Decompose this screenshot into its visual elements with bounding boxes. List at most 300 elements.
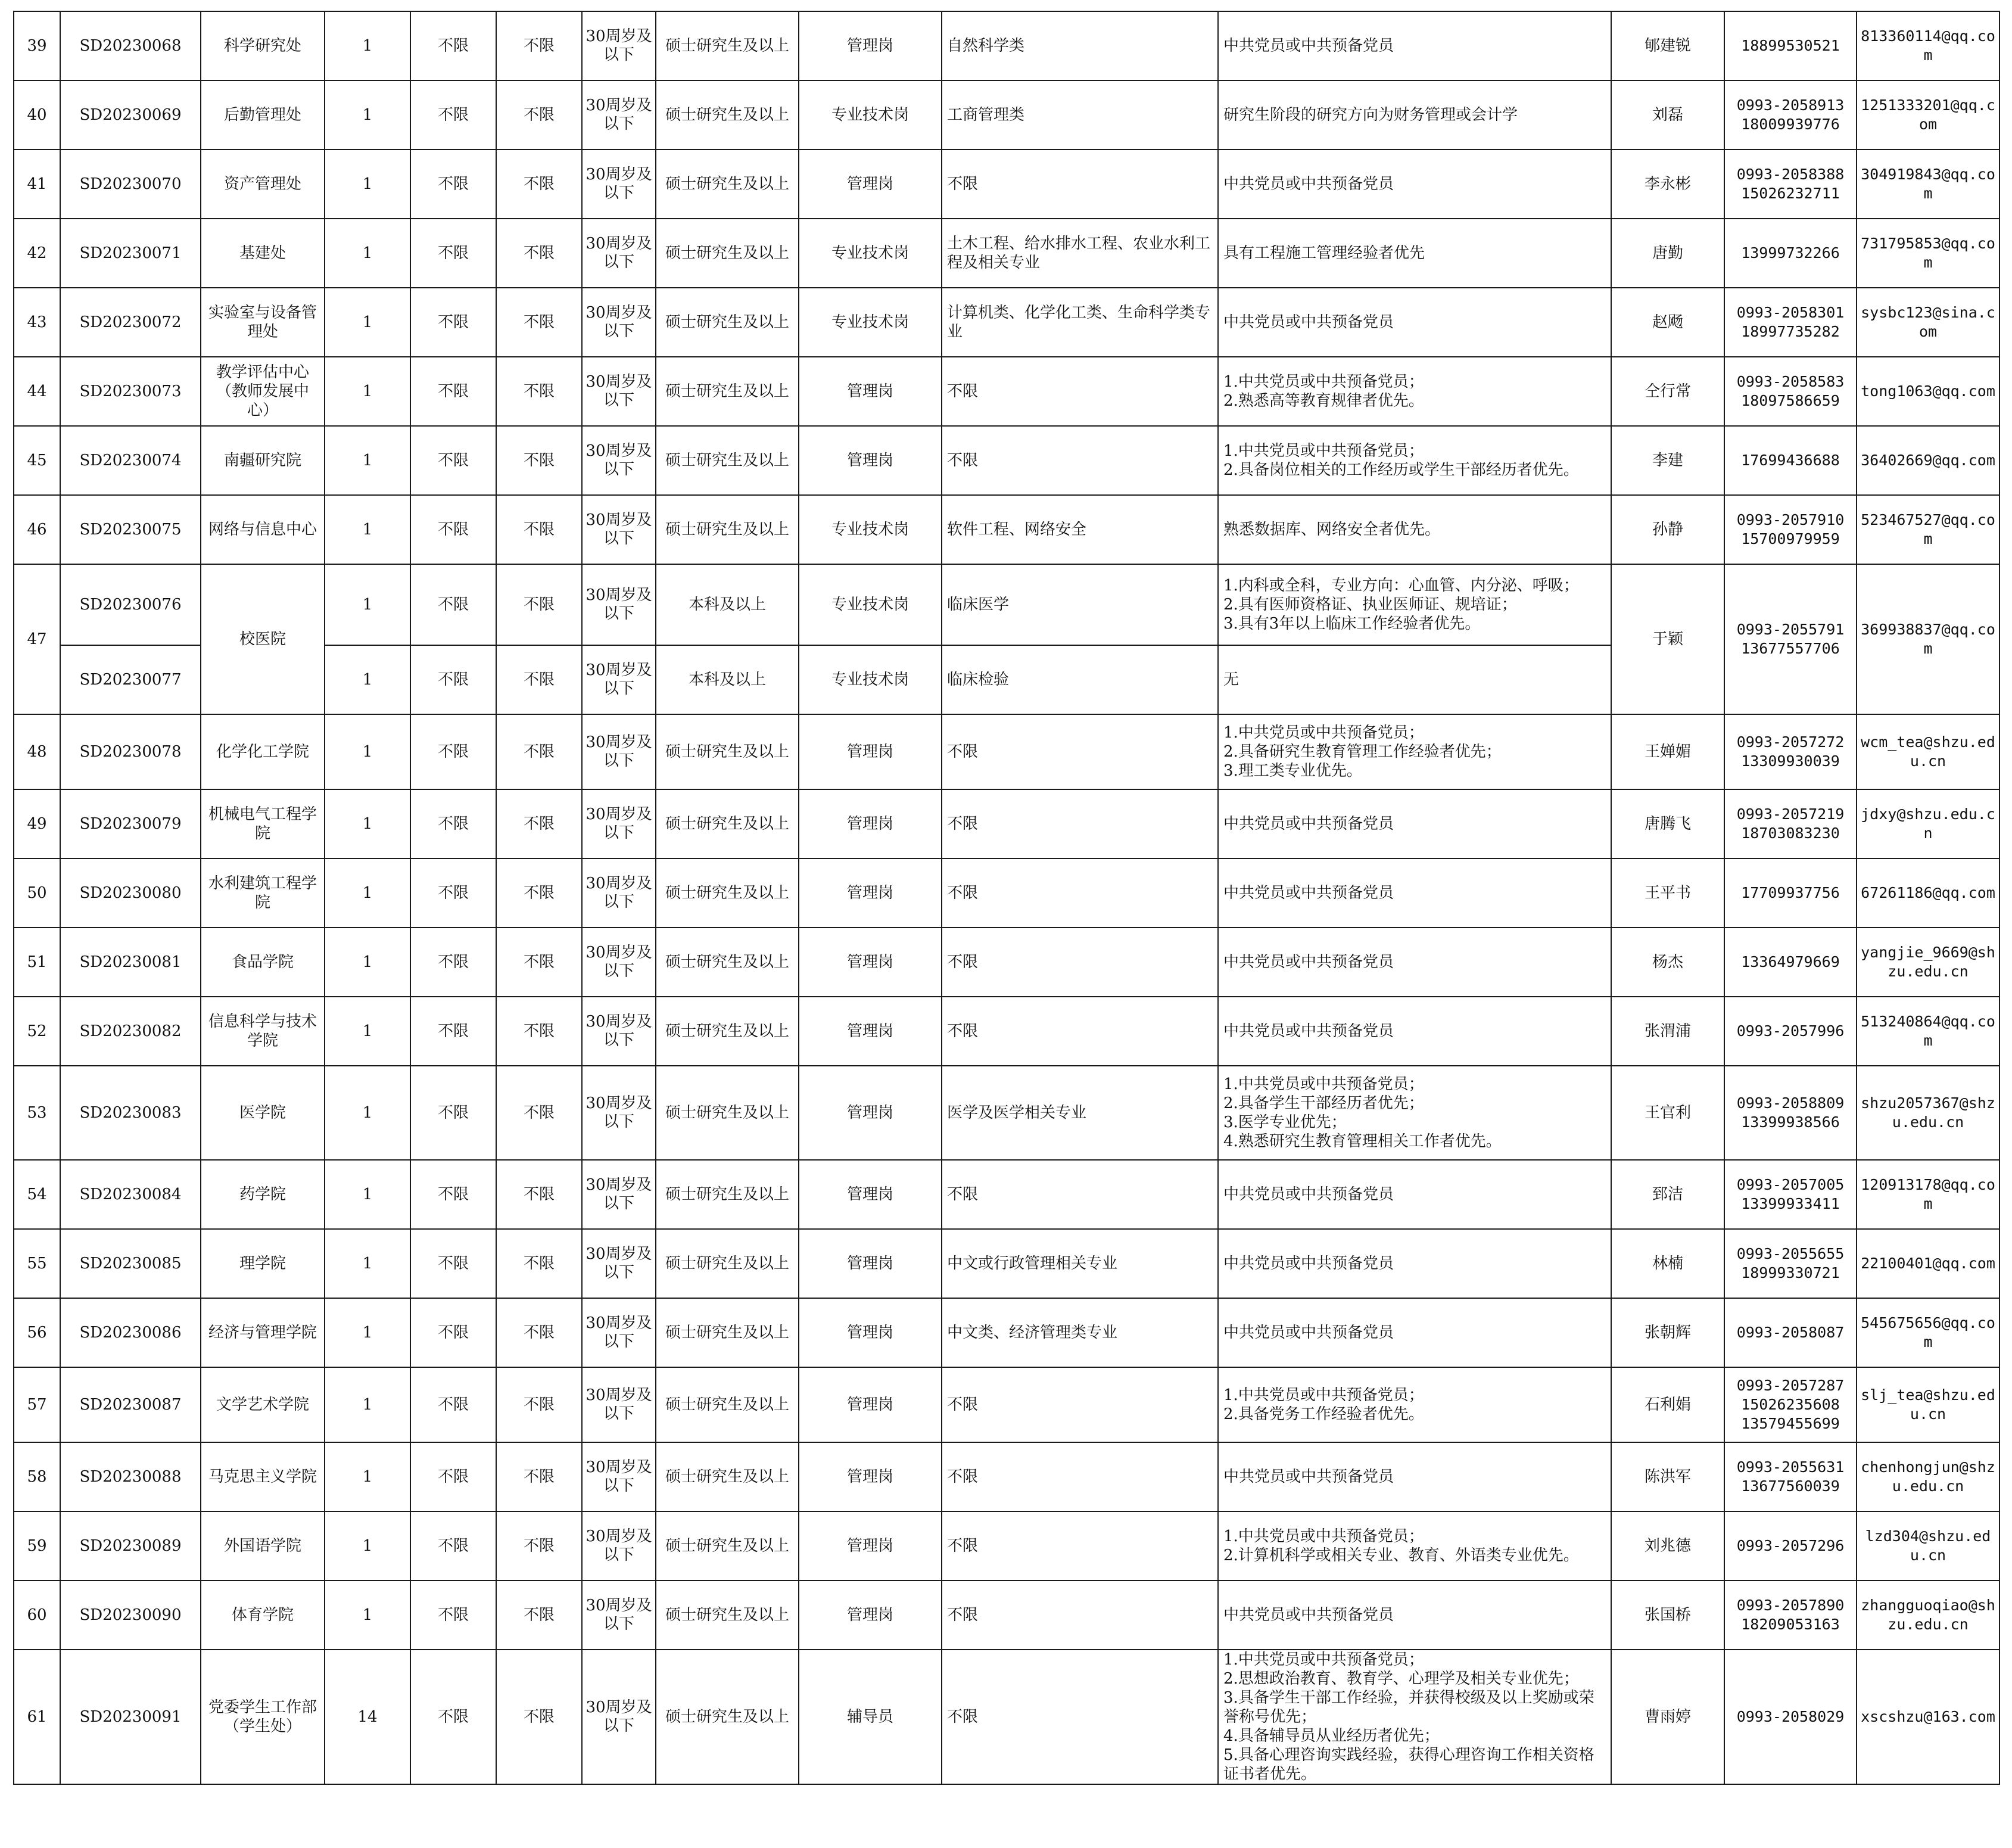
phone: 13999732266	[1724, 219, 1857, 288]
requirements: 中共党员或中共预备党员	[1218, 1581, 1611, 1650]
contact-person: 唐腾飞	[1611, 789, 1724, 858]
row-number: 39	[14, 11, 60, 80]
email: wcm_tea@shzu.edu.cn	[1857, 714, 1999, 789]
position-type: 专业技术岗	[799, 219, 942, 288]
email: 545675656@qq.com	[1857, 1298, 1999, 1367]
row-number: 49	[14, 789, 60, 858]
position-type: 管理岗	[799, 150, 942, 219]
major: 不限	[942, 357, 1218, 426]
requirement-unlimited: 不限	[496, 426, 582, 495]
requirement-unlimited: 不限	[496, 11, 582, 80]
department: 经济与管理学院	[201, 1298, 325, 1367]
headcount: 1	[325, 1160, 410, 1229]
requirement-unlimited: 不限	[496, 1650, 582, 1784]
department: 食品学院	[201, 928, 325, 997]
table-row	[14, 858, 1999, 928]
requirement-unlimited: 不限	[410, 645, 496, 714]
department: 药学院	[201, 1160, 325, 1229]
position-code: SD20230070	[60, 150, 201, 219]
requirements: 1.中共党员或中共预备党员； 2.思想政治教育、教育学、心理学及相关专业优先； 3.具备学生干部工作经验，并获得校级及以上奖励或荣誉称号优先； 4.具备辅导员从业经历者优先； 5.具备心理咨询实践经验，获得心理咨询工作相关资格证书者优先。	[1218, 1650, 1611, 1784]
requirement-unlimited: 不限	[496, 1581, 582, 1650]
contact-person: 孙静	[1611, 495, 1724, 564]
phone: 0993-2057005 13399933411	[1724, 1160, 1857, 1229]
requirement-unlimited: 不限	[496, 288, 582, 357]
row-number: 45	[14, 426, 60, 495]
education: 硕士研究生及以上	[656, 1367, 799, 1442]
requirements: 1.中共党员或中共预备党员； 2.具备学生干部经历者优先； 3.医学专业优先； 4.熟悉研究生教育管理相关工作者优先。	[1218, 1066, 1611, 1160]
email: 1251333201@qq.com	[1857, 80, 1999, 150]
requirements: 中共党员或中共预备党员	[1218, 858, 1611, 928]
age-limit: 30周岁及以下	[582, 1581, 656, 1650]
contact-person: 石利娟	[1611, 1367, 1724, 1442]
row-number: 57	[14, 1367, 60, 1442]
major: 临床医学	[942, 564, 1218, 645]
requirements: 中共党员或中共预备党员	[1218, 150, 1611, 219]
education: 硕士研究生及以上	[656, 80, 799, 150]
department: 党委学生工作部（学生处）	[201, 1650, 325, 1784]
row-number: 43	[14, 288, 60, 357]
requirements: 1.中共党员或中共预备党员； 2.具备党务工作经验者优先。	[1218, 1367, 1611, 1442]
position-type: 管理岗	[799, 1229, 942, 1298]
position-type: 专业技术岗	[799, 80, 942, 150]
department: 信息科学与技术学院	[201, 997, 325, 1066]
contact-person: 王婵媚	[1611, 714, 1724, 789]
contact-person: 唐勤	[1611, 219, 1724, 288]
requirements: 中共党员或中共预备党员	[1218, 11, 1611, 80]
email: yangjie_9669@shzu.edu.cn	[1857, 928, 1999, 997]
age-limit: 30周岁及以下	[582, 426, 656, 495]
department: 基建处	[201, 219, 325, 288]
email: chenhongjun@shzu.edu.cn	[1857, 1442, 1999, 1511]
position-type: 管理岗	[799, 1066, 942, 1160]
headcount: 1	[325, 1511, 410, 1581]
table-row	[14, 288, 1999, 357]
contact-person: 杨杰	[1611, 928, 1724, 997]
headcount: 1	[325, 1229, 410, 1298]
major: 不限	[942, 714, 1218, 789]
position-type: 管理岗	[799, 426, 942, 495]
requirement-unlimited: 不限	[410, 1581, 496, 1650]
education: 硕士研究生及以上	[656, 11, 799, 80]
age-limit: 30周岁及以下	[582, 1160, 656, 1229]
requirements: 中共党员或中共预备党员	[1218, 288, 1611, 357]
table-row	[14, 80, 1999, 150]
position-type: 辅导员	[799, 1650, 942, 1784]
contact-person: 曹雨婷	[1611, 1650, 1724, 1784]
education: 硕士研究生及以上	[656, 1298, 799, 1367]
email: 731795853@qq.com	[1857, 219, 1999, 288]
headcount: 1	[325, 789, 410, 858]
phone: 17699436688	[1724, 426, 1857, 495]
position-code: SD20230071	[60, 219, 201, 288]
email: shzu2057367@shzu.edu.cn	[1857, 1066, 1999, 1160]
position-code: SD20230077	[60, 645, 201, 714]
phone: 0993-2055631 13677560039	[1724, 1442, 1857, 1511]
major: 中文或行政管理相关专业	[942, 1229, 1218, 1298]
education: 硕士研究生及以上	[656, 288, 799, 357]
contact-person: 刘磊	[1611, 80, 1724, 150]
table-row	[14, 789, 1999, 858]
row-number: 40	[14, 80, 60, 150]
phone: 0993-2057272 13309930039	[1724, 714, 1857, 789]
row-number: 60	[14, 1581, 60, 1650]
age-limit: 30周岁及以下	[582, 1229, 656, 1298]
requirements: 中共党员或中共预备党员	[1218, 1160, 1611, 1229]
department: 科学研究处	[201, 11, 325, 80]
contact-person: 张国桥	[1611, 1581, 1724, 1650]
major: 不限	[942, 1367, 1218, 1442]
position-type: 管理岗	[799, 1511, 942, 1581]
position-type: 管理岗	[799, 357, 942, 426]
position-type: 管理岗	[799, 789, 942, 858]
contact-person: 仝行常	[1611, 357, 1724, 426]
position-code: SD20230085	[60, 1229, 201, 1298]
requirement-unlimited: 不限	[496, 150, 582, 219]
row-number: 53	[14, 1066, 60, 1160]
department: 马克思主义学院	[201, 1442, 325, 1511]
age-limit: 30周岁及以下	[582, 858, 656, 928]
table-row	[14, 11, 1999, 80]
position-type: 管理岗	[799, 1367, 942, 1442]
requirements: 中共党员或中共预备党员	[1218, 997, 1611, 1066]
contact-person: 王平书	[1611, 858, 1724, 928]
requirement-unlimited: 不限	[496, 1229, 582, 1298]
age-limit: 30周岁及以下	[582, 80, 656, 150]
position-type: 管理岗	[799, 997, 942, 1066]
department: 后勤管理处	[201, 80, 325, 150]
headcount: 1	[325, 645, 410, 714]
requirement-unlimited: 不限	[410, 495, 496, 564]
email: 523467527@qq.com	[1857, 495, 1999, 564]
phone: 0993-2055791 13677557706	[1724, 564, 1857, 714]
requirement-unlimited: 不限	[410, 80, 496, 150]
requirements: 具有工程施工管理经验者优先	[1218, 219, 1611, 288]
phone: 0993-2058913 18009939776	[1724, 80, 1857, 150]
headcount: 1	[325, 495, 410, 564]
requirement-unlimited: 不限	[410, 357, 496, 426]
major: 不限	[942, 1442, 1218, 1511]
table-row	[14, 564, 1999, 645]
requirement-unlimited: 不限	[410, 1511, 496, 1581]
headcount: 14	[325, 1650, 410, 1784]
headcount: 1	[325, 858, 410, 928]
major: 不限	[942, 426, 1218, 495]
row-number: 56	[14, 1298, 60, 1367]
requirement-unlimited: 不限	[410, 288, 496, 357]
requirement-unlimited: 不限	[496, 495, 582, 564]
row-number: 46	[14, 495, 60, 564]
headcount: 1	[325, 1298, 410, 1367]
department: 化学化工学院	[201, 714, 325, 789]
contact-person: 张渭浦	[1611, 997, 1724, 1066]
position-code: SD20230083	[60, 1066, 201, 1160]
major: 计算机类、化学化工类、生命科学类专业	[942, 288, 1218, 357]
phone: 0993-2058301 18997735282	[1724, 288, 1857, 357]
headcount: 1	[325, 714, 410, 789]
education: 硕士研究生及以上	[656, 1650, 799, 1784]
row-number: 41	[14, 150, 60, 219]
requirement-unlimited: 不限	[410, 1160, 496, 1229]
contact-person: 郇建锐	[1611, 11, 1724, 80]
department: 理学院	[201, 1229, 325, 1298]
contact-person: 赵飏	[1611, 288, 1724, 357]
contact-person: 陈洪军	[1611, 1442, 1724, 1511]
position-type: 专业技术岗	[799, 564, 942, 645]
position-type: 管理岗	[799, 928, 942, 997]
education: 硕士研究生及以上	[656, 150, 799, 219]
headcount: 1	[325, 357, 410, 426]
phone: 17709937756	[1724, 858, 1857, 928]
education: 硕士研究生及以上	[656, 928, 799, 997]
age-limit: 30周岁及以下	[582, 1367, 656, 1442]
contact-person: 于颖	[1611, 564, 1724, 714]
table-row	[14, 1229, 1999, 1298]
major: 不限	[942, 997, 1218, 1066]
major: 自然科学类	[942, 11, 1218, 80]
requirements: 中共党员或中共预备党员	[1218, 1229, 1611, 1298]
position-code: SD20230090	[60, 1581, 201, 1650]
row-number: 54	[14, 1160, 60, 1229]
table-row	[14, 150, 1999, 219]
email: xscshzu@163.com	[1857, 1650, 1999, 1784]
age-limit: 30周岁及以下	[582, 1442, 656, 1511]
age-limit: 30周岁及以下	[582, 789, 656, 858]
requirements: 1.中共党员或中共预备党员； 2.熟悉高等教育规律者优先。	[1218, 357, 1611, 426]
contact-person: 林楠	[1611, 1229, 1724, 1298]
row-number: 44	[14, 357, 60, 426]
table-row	[14, 1442, 1999, 1511]
department: 文学艺术学院	[201, 1367, 325, 1442]
position-type: 管理岗	[799, 1442, 942, 1511]
position-code: SD20230081	[60, 928, 201, 997]
requirement-unlimited: 不限	[410, 1298, 496, 1367]
email: tong1063@qq.com	[1857, 357, 1999, 426]
headcount: 1	[325, 1581, 410, 1650]
requirements: 无	[1218, 645, 1611, 714]
email: jdxy@shzu.edu.cn	[1857, 789, 1999, 858]
age-limit: 30周岁及以下	[582, 11, 656, 80]
requirement-unlimited: 不限	[410, 928, 496, 997]
headcount: 1	[325, 11, 410, 80]
major: 医学及医学相关专业	[942, 1066, 1218, 1160]
requirement-unlimited: 不限	[410, 1066, 496, 1160]
position-code: SD20230088	[60, 1442, 201, 1511]
contact-person: 李建	[1611, 426, 1724, 495]
table-row	[14, 219, 1999, 288]
education: 硕士研究生及以上	[656, 495, 799, 564]
headcount: 1	[325, 150, 410, 219]
position-type: 管理岗	[799, 714, 942, 789]
major: 不限	[942, 1511, 1218, 1581]
requirement-unlimited: 不限	[496, 219, 582, 288]
requirement-unlimited: 不限	[410, 564, 496, 645]
requirement-unlimited: 不限	[410, 858, 496, 928]
position-code: SD20230082	[60, 997, 201, 1066]
contact-person: 李永彬	[1611, 150, 1724, 219]
phone: 0993-2058388 15026232711	[1724, 150, 1857, 219]
table-row	[14, 1367, 1999, 1442]
requirement-unlimited: 不限	[496, 928, 582, 997]
table-row	[14, 1650, 1999, 1784]
requirement-unlimited: 不限	[496, 1160, 582, 1229]
headcount: 1	[325, 1066, 410, 1160]
contact-person: 刘兆德	[1611, 1511, 1724, 1581]
requirements: 中共党员或中共预备党员	[1218, 789, 1611, 858]
table-row	[14, 714, 1999, 789]
requirements: 中共党员或中共预备党员	[1218, 1442, 1611, 1511]
major: 不限	[942, 1650, 1218, 1784]
requirement-unlimited: 不限	[410, 997, 496, 1066]
major: 不限	[942, 928, 1218, 997]
education: 硕士研究生及以上	[656, 1581, 799, 1650]
position-type: 管理岗	[799, 1298, 942, 1367]
requirements: 中共党员或中共预备党员	[1218, 1298, 1611, 1367]
position-code: SD20230089	[60, 1511, 201, 1581]
position-code: SD20230068	[60, 11, 201, 80]
department: 体育学院	[201, 1581, 325, 1650]
contact-person: 郅洁	[1611, 1160, 1724, 1229]
department: 教学评估中心（教师发展中心）	[201, 357, 325, 426]
requirement-unlimited: 不限	[496, 564, 582, 645]
education: 硕士研究生及以上	[656, 714, 799, 789]
email: slj_tea@shzu.edu.cn	[1857, 1367, 1999, 1442]
department: 实验室与设备管理处	[201, 288, 325, 357]
age-limit: 30周岁及以下	[582, 288, 656, 357]
requirements: 1.内科或全科，专业方向：心血管、内分泌、呼吸； 2.具有医师资格证、执业医师证、规培证； 3.具有3年以上临床工作经验者优先。	[1218, 564, 1611, 645]
requirement-unlimited: 不限	[410, 789, 496, 858]
age-limit: 30周岁及以下	[582, 1066, 656, 1160]
education: 硕士研究生及以上	[656, 1066, 799, 1160]
row-number: 59	[14, 1511, 60, 1581]
department: 机械电气工程学院	[201, 789, 325, 858]
position-type: 管理岗	[799, 1160, 942, 1229]
age-limit: 30周岁及以下	[582, 150, 656, 219]
position-code: SD20230076	[60, 564, 201, 645]
headcount: 1	[325, 1442, 410, 1511]
headcount: 1	[325, 997, 410, 1066]
email: 304919843@qq.com	[1857, 150, 1999, 219]
requirement-unlimited: 不限	[496, 1298, 582, 1367]
table-row	[14, 357, 1999, 426]
requirement-unlimited: 不限	[410, 1442, 496, 1511]
department: 网络与信息中心	[201, 495, 325, 564]
major: 不限	[942, 789, 1218, 858]
contact-person: 张朝辉	[1611, 1298, 1724, 1367]
requirements: 熟悉数据库、网络安全者优先。	[1218, 495, 1611, 564]
requirement-unlimited: 不限	[410, 150, 496, 219]
requirement-unlimited: 不限	[496, 357, 582, 426]
headcount: 1	[325, 219, 410, 288]
position-type: 专业技术岗	[799, 288, 942, 357]
email: 22100401@qq.com	[1857, 1229, 1999, 1298]
requirement-unlimited: 不限	[496, 80, 582, 150]
age-limit: 30周岁及以下	[582, 645, 656, 714]
phone: 0993-2058583 18097586659	[1724, 357, 1857, 426]
age-limit: 30周岁及以下	[582, 1511, 656, 1581]
phone: 0993-2058809 13399938566	[1724, 1066, 1857, 1160]
age-limit: 30周岁及以下	[582, 1298, 656, 1367]
position-type: 专业技术岗	[799, 495, 942, 564]
phone: 13364979669	[1724, 928, 1857, 997]
email: 120913178@qq.com	[1857, 1160, 1999, 1229]
age-limit: 30周岁及以下	[582, 714, 656, 789]
table-row	[14, 1581, 1999, 1650]
age-limit: 30周岁及以下	[582, 997, 656, 1066]
row-number: 61	[14, 1650, 60, 1784]
position-code: SD20230078	[60, 714, 201, 789]
position-code: SD20230086	[60, 1298, 201, 1367]
row-number: 52	[14, 997, 60, 1066]
requirement-unlimited: 不限	[496, 645, 582, 714]
major: 不限	[942, 1160, 1218, 1229]
department: 资产管理处	[201, 150, 325, 219]
position-type: 专业技术岗	[799, 645, 942, 714]
email: zhangguoqiao@shzu.edu.cn	[1857, 1581, 1999, 1650]
requirement-unlimited: 不限	[496, 1442, 582, 1511]
major: 不限	[942, 150, 1218, 219]
phone: 18899530521	[1724, 11, 1857, 80]
headcount: 1	[325, 288, 410, 357]
phone: 0993-2057910 15700979959	[1724, 495, 1857, 564]
recruitment-table	[13, 11, 2000, 1785]
row-number: 50	[14, 858, 60, 928]
education: 硕士研究生及以上	[656, 426, 799, 495]
requirement-unlimited: 不限	[496, 858, 582, 928]
headcount: 1	[325, 426, 410, 495]
major: 工商管理类	[942, 80, 1218, 150]
requirement-unlimited: 不限	[410, 1229, 496, 1298]
email: lzd304@shzu.edu.cn	[1857, 1511, 1999, 1581]
requirement-unlimited: 不限	[410, 1650, 496, 1784]
email: 67261186@qq.com	[1857, 858, 1999, 928]
requirement-unlimited: 不限	[496, 789, 582, 858]
table-row	[14, 495, 1999, 564]
position-type: 管理岗	[799, 11, 942, 80]
major: 土木工程、给水排水工程、农业水利工程及相关专业	[942, 219, 1218, 288]
table-row	[14, 1511, 1999, 1581]
requirement-unlimited: 不限	[496, 714, 582, 789]
requirement-unlimited: 不限	[410, 714, 496, 789]
position-code: SD20230072	[60, 288, 201, 357]
education: 本科及以上	[656, 645, 799, 714]
phone: 0993-2057296	[1724, 1511, 1857, 1581]
education: 硕士研究生及以上	[656, 219, 799, 288]
position-code: SD20230074	[60, 426, 201, 495]
phone: 0993-2057219 18703083230	[1724, 789, 1857, 858]
education: 硕士研究生及以上	[656, 858, 799, 928]
row-number: 51	[14, 928, 60, 997]
table-row	[14, 928, 1999, 997]
age-limit: 30周岁及以下	[582, 357, 656, 426]
position-type: 管理岗	[799, 1581, 942, 1650]
education: 硕士研究生及以上	[656, 1442, 799, 1511]
email: 813360114@qq.com	[1857, 11, 1999, 80]
row-number: 55	[14, 1229, 60, 1298]
requirement-unlimited: 不限	[410, 219, 496, 288]
headcount: 1	[325, 1367, 410, 1442]
age-limit: 30周岁及以下	[582, 1650, 656, 1784]
phone: 0993-2057287 15026235608 13579455699	[1724, 1367, 1857, 1442]
requirement-unlimited: 不限	[410, 1367, 496, 1442]
row-number: 58	[14, 1442, 60, 1511]
phone: 0993-2058029	[1724, 1650, 1857, 1784]
table-row	[14, 997, 1999, 1066]
requirement-unlimited: 不限	[496, 1367, 582, 1442]
requirement-unlimited: 不限	[410, 426, 496, 495]
row-number: 42	[14, 219, 60, 288]
headcount: 1	[325, 928, 410, 997]
requirements: 1.中共党员或中共预备党员； 2.具备研究生教育管理工作经验者优先； 3.理工类专业优先。	[1218, 714, 1611, 789]
